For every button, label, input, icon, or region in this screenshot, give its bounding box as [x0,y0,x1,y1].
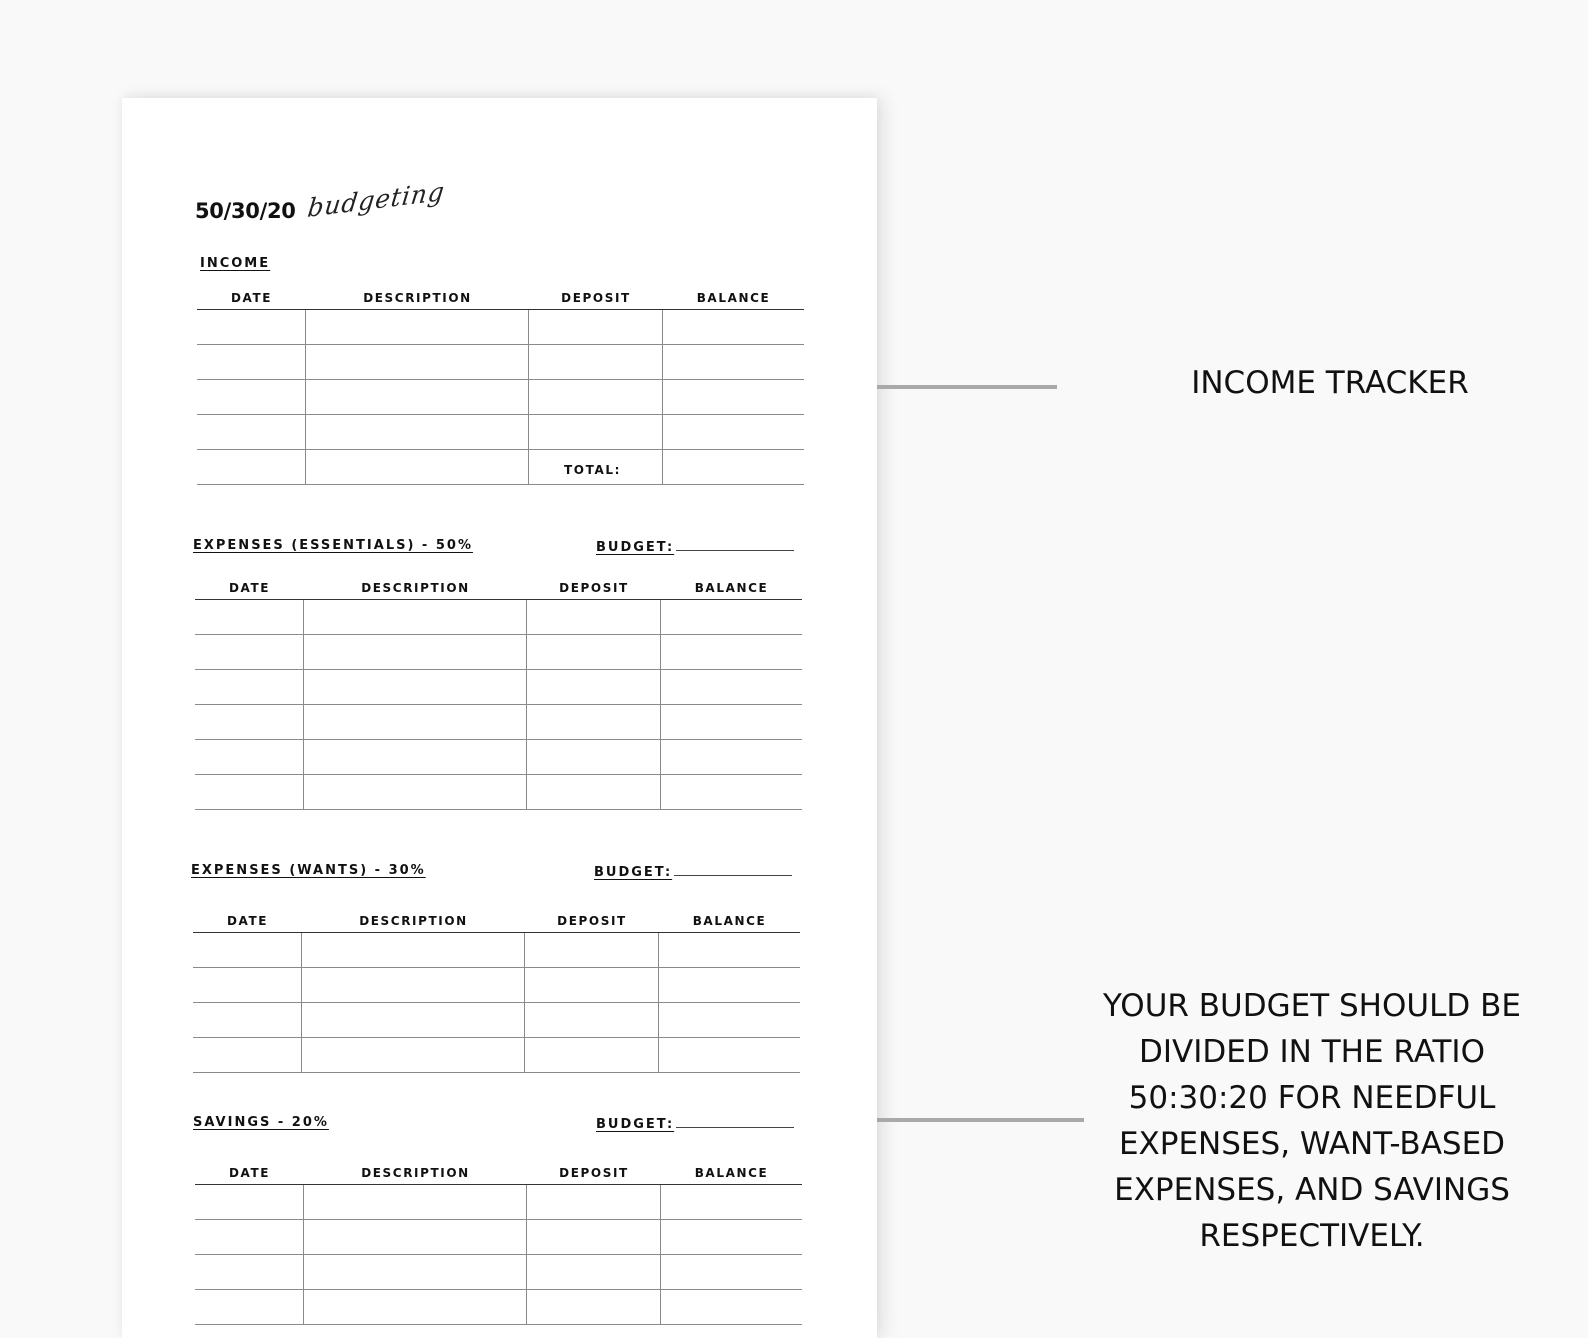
date-cell[interactable] [195,775,304,809]
date-cell[interactable] [195,1185,304,1219]
date-cell[interactable] [195,1220,304,1254]
col-deposit: DEPOSIT [557,914,627,928]
budget-input-line[interactable] [676,1115,794,1128]
budget-input-line[interactable] [676,538,794,551]
deposit-cell[interactable] [525,968,659,1002]
deposit-cell[interactable] [527,635,661,669]
deposit-cell[interactable] [527,705,661,739]
savings-section-title: SAVINGS - 20% [193,1115,329,1130]
essentials-table [195,576,802,810]
description-cell[interactable] [304,600,527,634]
balance-cell[interactable] [661,775,802,809]
date-cell[interactable] [197,310,306,344]
balance-cell[interactable] [661,1220,802,1254]
description-cell[interactable] [302,1003,525,1037]
deposit-cell[interactable] [525,1038,659,1072]
table-row [195,635,802,670]
deposit-cell[interactable] [527,1290,661,1324]
col-description: DESCRIPTION [363,291,472,305]
date-cell[interactable] [197,450,306,484]
balance-cell[interactable] [661,740,802,774]
date-cell[interactable] [193,1003,302,1037]
budget-label: BUDGET: [594,865,673,880]
balance-cell[interactable] [661,1255,802,1289]
balance-cell[interactable] [661,1290,802,1324]
date-cell[interactable] [195,705,304,739]
date-cell[interactable] [197,415,306,449]
date-cell[interactable] [197,380,306,414]
total-label: TOTAL: [564,463,621,477]
essentials-budget [596,538,794,555]
balance-cell[interactable] [659,1038,800,1072]
table-row [195,705,802,740]
table-row [195,1255,802,1290]
description-cell[interactable] [306,415,529,449]
col-balance: BALANCE [692,914,767,928]
col-deposit: DEPOSIT [561,291,631,305]
col-date: DATE [230,291,273,305]
table-row [195,1185,802,1220]
description-cell[interactable] [304,635,527,669]
ratio-line: EXPENSES, WANT-BASED [1118,1126,1506,1162]
balance-cell[interactable] [661,670,802,704]
deposit-cell[interactable] [527,1185,661,1219]
description-cell[interactable] [304,705,527,739]
deposit-cell[interactable] [527,670,661,704]
col-description: DESCRIPTION [359,914,468,928]
deposit-cell[interactable] [527,1255,661,1289]
title-script: budgeting [305,176,447,223]
description-cell[interactable] [304,670,527,704]
description-cell[interactable] [306,450,529,484]
date-cell[interactable] [193,1038,302,1072]
ratio-annotation [1092,983,1532,1259]
deposit-cell[interactable] [529,310,663,344]
table-row [197,345,804,380]
date-cell[interactable] [195,600,304,634]
deposit-cell[interactable] [529,380,663,414]
description-cell[interactable] [304,775,527,809]
date-cell[interactable] [195,670,304,704]
total-value-cell[interactable] [663,450,804,484]
description-cell[interactable] [304,740,527,774]
table-row [195,670,802,705]
budget-input-line[interactable] [674,863,792,876]
balance-cell[interactable] [661,635,802,669]
description-cell[interactable] [302,933,525,967]
deposit-cell[interactable] [525,933,659,967]
savings-table-header [195,1161,802,1185]
ratio-line: 50:30:20 FOR NEEDFUL [1128,1080,1496,1116]
deposit-cell[interactable] [527,740,661,774]
table-row [193,933,800,968]
date-cell[interactable] [193,933,302,967]
total-label-cell [529,450,663,484]
col-description: DESCRIPTION [361,1166,470,1180]
income-total-row [197,450,804,485]
wants-budget [594,863,792,880]
wants-table [193,909,800,1073]
balance-cell[interactable] [661,705,802,739]
table-row [195,1220,802,1255]
deposit-cell[interactable] [525,1003,659,1037]
budget-label: BUDGET: [596,540,675,555]
balance-cell[interactable] [663,310,804,344]
balance-cell[interactable] [659,933,800,967]
description-cell[interactable] [302,1038,525,1072]
income-section-title: INCOME [200,256,271,271]
description-cell[interactable] [306,380,529,414]
ratio-line: DIVIDED IN THE RATIO [1139,1034,1485,1070]
table-row [195,600,802,635]
col-balance: BALANCE [694,581,769,595]
date-cell[interactable] [197,345,306,379]
deposit-cell[interactable] [527,600,661,634]
description-cell[interactable] [306,345,529,379]
description-cell[interactable] [304,1290,527,1324]
deposit-cell[interactable] [527,1220,661,1254]
description-cell[interactable] [304,1220,527,1254]
deposit-cell[interactable] [527,775,661,809]
balance-cell[interactable] [661,1185,802,1219]
balance-cell[interactable] [663,345,804,379]
savings-budget [596,1115,794,1132]
title-main: 50/30/20 [195,199,296,223]
income-tracker-annotation: INCOME TRACKER [1191,365,1469,401]
balance-cell[interactable] [663,415,804,449]
ratio-line: YOUR BUDGET SHOULD BE [1103,988,1521,1024]
income-connector-line [877,385,1057,389]
table-row [197,380,804,415]
col-date: DATE [228,1166,271,1180]
date-cell[interactable] [195,1255,304,1289]
date-cell[interactable] [195,1290,304,1324]
table-row [195,775,802,810]
deposit-cell[interactable] [529,345,663,379]
table-row [195,740,802,775]
col-deposit: DEPOSIT [559,1166,629,1180]
description-cell[interactable] [304,1185,527,1219]
wants-table-header [193,909,800,933]
table-row [197,310,804,345]
col-description: DESCRIPTION [361,581,470,595]
table-row [193,968,800,1003]
balance-cell[interactable] [659,968,800,1002]
description-cell[interactable] [304,1255,527,1289]
table-row [197,415,804,450]
ratio-line: EXPENSES, AND SAVINGS [1114,1172,1510,1208]
col-date: DATE [228,581,271,595]
deposit-cell[interactable] [529,415,663,449]
col-balance: BALANCE [694,1166,769,1180]
income-table [197,286,804,485]
balance-cell[interactable] [659,1003,800,1037]
table-row [193,1038,800,1073]
savings-table [195,1161,802,1325]
description-cell[interactable] [302,968,525,1002]
essentials-table-header [195,576,802,600]
table-row [193,1003,800,1038]
description-cell[interactable] [306,310,529,344]
col-deposit: DEPOSIT [559,581,629,595]
budget-label: BUDGET: [596,1117,675,1132]
balance-cell[interactable] [663,380,804,414]
essentials-section-title: EXPENSES (ESSENTIALS) - 50% [193,538,473,553]
date-cell[interactable] [195,740,304,774]
col-balance: BALANCE [696,291,771,305]
planner-title [195,176,447,223]
income-table-header [197,286,804,310]
date-cell[interactable] [193,968,302,1002]
ratio-line: RESPECTIVELY. [1199,1218,1425,1254]
balance-cell[interactable] [661,600,802,634]
table-row [195,1290,802,1325]
ratio-connector-line [877,1118,1084,1122]
col-date: DATE [226,914,269,928]
planner-page [122,98,877,1338]
date-cell[interactable] [195,635,304,669]
wants-section-title: EXPENSES (WANTS) - 30% [191,863,426,878]
